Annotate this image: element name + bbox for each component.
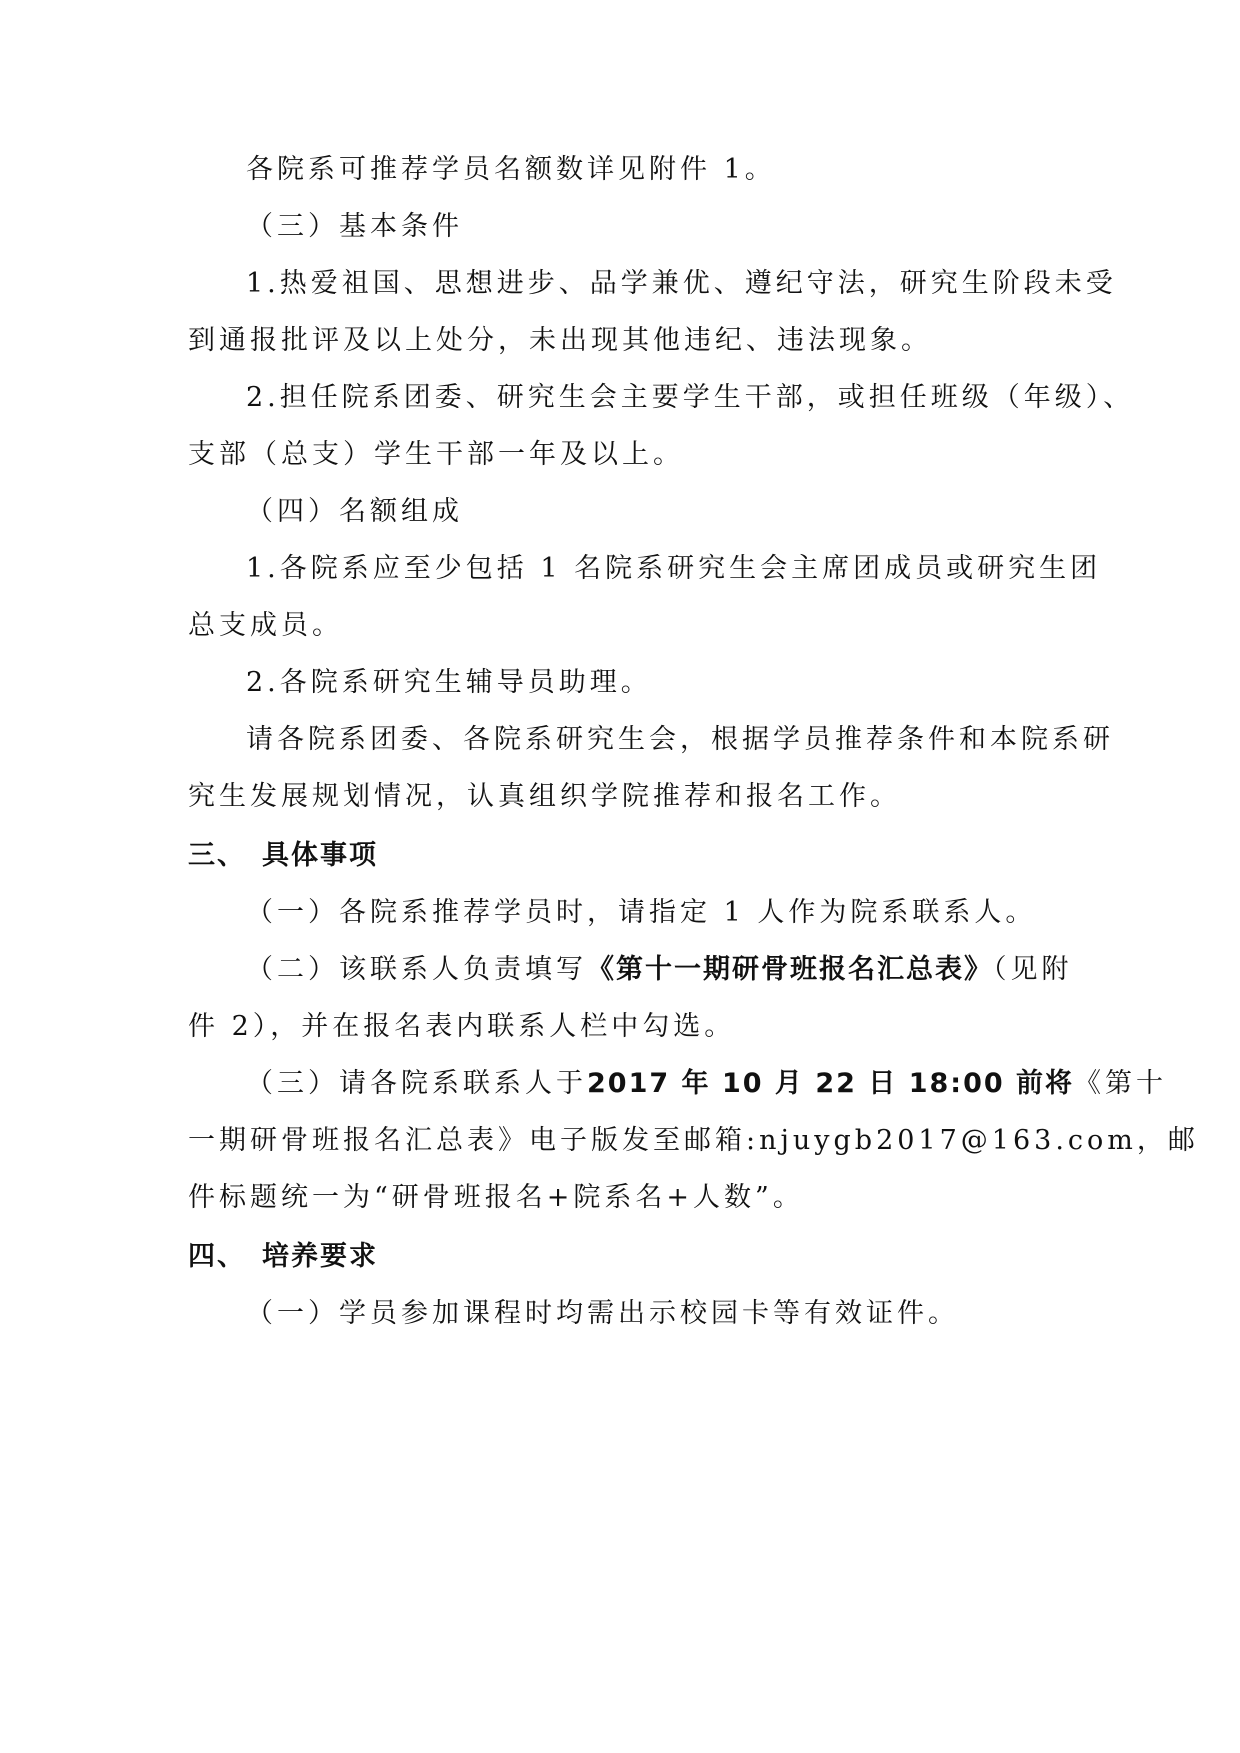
paragraph-line: 各院系可推荐学员名额数详见附件 1。 <box>246 154 776 185</box>
text-segment: 《第十 <box>1074 1068 1168 1099</box>
form-title-emphasis: 《第十一期研骨班报名汇总表》 <box>587 954 993 985</box>
section-number: 四、 <box>188 1241 246 1272</box>
paragraph-line: 总支成员。 <box>188 610 343 641</box>
section-number: 三、 <box>188 840 246 871</box>
section-title: 培养要求 <box>262 1241 378 1272</box>
text-segment: （见附 <box>993 954 1073 985</box>
subsection-heading: （四）名额组成 <box>246 496 463 527</box>
deadline-emphasis: 2017 年 10 月 22 日 18:00 前将 <box>587 1068 1075 1099</box>
text-segment: （二）该联系人负责填写 <box>246 954 587 985</box>
paragraph-line: 2.担任院系团委、研究生会主要学生干部，或担任班级（年级）、 <box>246 382 1135 413</box>
paragraph-line: 件 2），并在报名表内联系人栏中勾选。 <box>188 1011 736 1042</box>
paragraph-line: 支部（总支）学生干部一年及以上。 <box>188 439 684 470</box>
paragraph-line: 件标题统一为“研骨班报名+院系名+人数”。 <box>188 1182 804 1213</box>
paragraph-line <box>246 950 1073 990</box>
section-heading <box>188 836 378 876</box>
paragraph-line: 请各院系团委、各院系研究生会，根据学员推荐条件和本院系研 <box>246 724 1114 755</box>
paragraph-line: 究生发展规划情况，认真组织学院推荐和报名工作。 <box>188 781 901 812</box>
text-segment: （三）请各院系联系人于 <box>246 1068 587 1099</box>
paragraph-line: 1.热爱祖国、思想进步、品学兼优、遵纪守法，研究生阶段未受 <box>246 268 1117 299</box>
section-heading <box>188 1237 378 1277</box>
subsection-heading: （三）基本条件 <box>246 211 463 242</box>
paragraph-line: 到通报批评及以上处分，未出现其他违纪、违法现象。 <box>188 325 932 356</box>
paragraph-line: 2.各院系研究生辅导员助理。 <box>246 667 652 698</box>
paragraph-line <box>246 1064 1167 1104</box>
paragraph-line: 一期研骨班报名汇总表》电子版发至邮箱:njuygb2017@163.com，邮 <box>188 1125 1199 1156</box>
paragraph-line: （一）学员参加课程时均需出示校园卡等有效证件。 <box>246 1298 959 1329</box>
paragraph-line: （一）各院系推荐学员时，请指定 1 人作为院系联系人。 <box>246 897 1037 928</box>
section-title: 具体事项 <box>262 840 378 871</box>
paragraph-line: 1.各院系应至少包括 1 名院系研究生会主席团成员或研究生团 <box>246 553 1102 584</box>
